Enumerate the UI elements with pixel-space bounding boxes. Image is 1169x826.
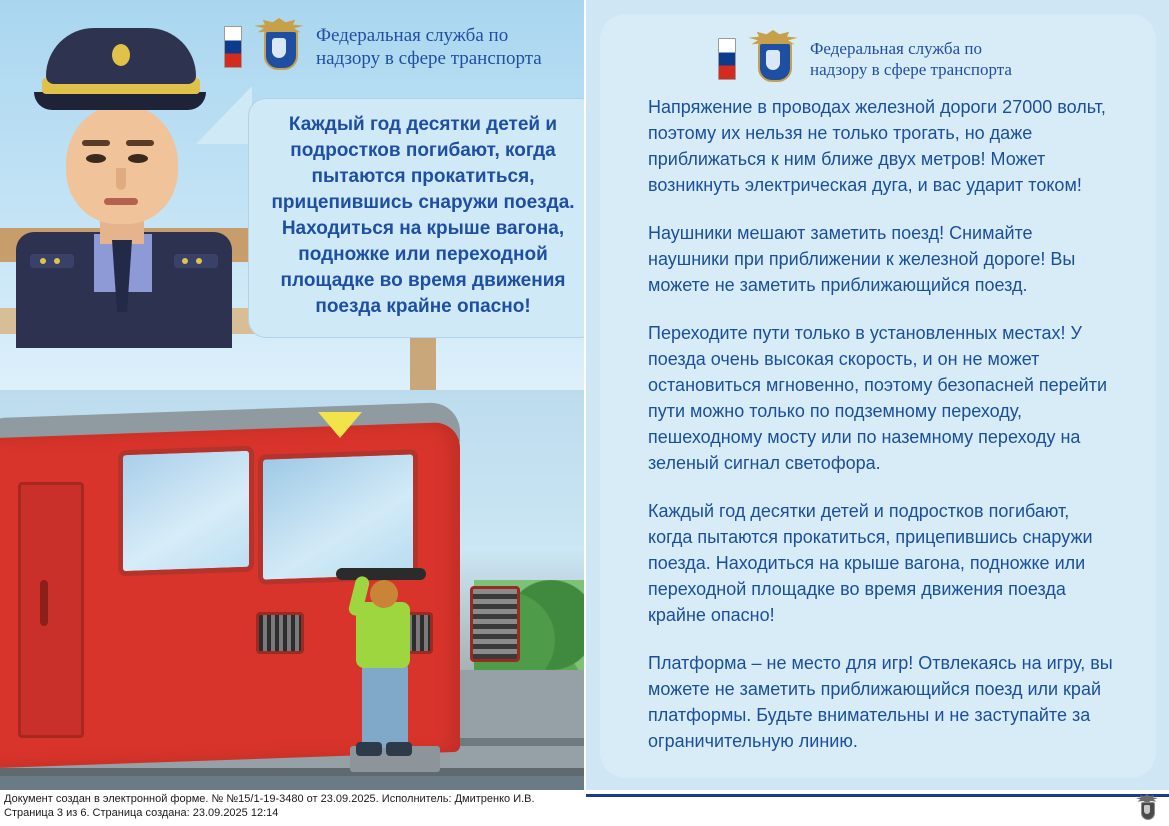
footer-line-2: Страница 3 из 6. Страница создана: 23.09.2025 12:14 bbox=[4, 807, 279, 819]
footer-line-1: Документ создан в электронной форме. № №15/1-19-3480 от 23.09.2025. Исполнитель: Дмитренко И.В. bbox=[4, 793, 535, 805]
document-footer bbox=[0, 790, 1169, 826]
boy-legs bbox=[362, 662, 408, 748]
officer-eyebrow-left bbox=[82, 140, 110, 146]
epaulette-star bbox=[54, 258, 60, 264]
speech-bubble-tail bbox=[196, 86, 252, 144]
officer-nose bbox=[116, 168, 126, 190]
agency-name-line2: надзору в сфере транспорта bbox=[810, 60, 1012, 79]
shield-inner-shape bbox=[1144, 805, 1150, 814]
platform-edge bbox=[0, 776, 584, 790]
locomotive-door bbox=[18, 482, 84, 738]
boy-shoe-left bbox=[356, 742, 382, 756]
agency-name-right bbox=[810, 38, 1012, 80]
epaulette-star bbox=[40, 258, 46, 264]
russian-flag-icon bbox=[718, 38, 736, 80]
officer-illustration bbox=[8, 8, 248, 338]
locomotive-door-handle bbox=[40, 580, 48, 626]
officer-face bbox=[66, 104, 178, 224]
officer-mouth bbox=[104, 198, 138, 205]
safety-paragraph: Платформа – не место для игр! Отвлекаясь на игру, вы можете не заметить приближающийся поезд или край платформы. Будьте внимательны и не заступайте за ограничительную линию. bbox=[648, 653, 1113, 751]
safety-paragraph: Каждый год десятки детей и подростков погибают, когда пытаются прокатиться, прицепившись снаружи поезда. Находиться на крыше вагона, подножке или переходной площадке во время движения поезда крайне опасно! bbox=[648, 501, 1093, 625]
safety-paragraph: Переходите пути только в установленных местах! У поезда очень высокая скорость, и он не может остановиться мгновенно, поэтому безопасней перейти пути можно только по подземному переходу, пешеходному мосту или по наземному переходу на зеленый сигнал светофора. bbox=[648, 323, 1108, 473]
agency-name-line1: Федеральная служба по bbox=[316, 25, 509, 46]
boy-shoe-right bbox=[386, 742, 412, 756]
shield-inner-shape bbox=[272, 38, 286, 58]
boy-head bbox=[370, 580, 398, 608]
officer-eye-right bbox=[128, 154, 148, 163]
speech-bubble-text: Каждый год десятки детей и подростков погибают, когда пытаются прокатиться, прицепившись снаружи поезда. Находиться на крыше вагона, подножке или переходной площадке во время движения поезда крайне опасно! bbox=[271, 114, 575, 317]
safety-paragraph: Наушники мешают заметить поезд! Снимайте наушники при приближении к железной дороге! Вы можете не заметить приближающийся поезд. bbox=[648, 223, 1076, 295]
train-illustration bbox=[0, 390, 584, 790]
agency-name-line2: надзору в сфере транспорта bbox=[316, 48, 542, 69]
locomotive-grill-left bbox=[256, 612, 304, 654]
footer-emblem-icon bbox=[1135, 794, 1159, 822]
locomotive-grab-bar bbox=[336, 568, 426, 580]
cockade-icon bbox=[112, 44, 130, 66]
left-poster-panel bbox=[0, 0, 584, 790]
locomotive-side-grill bbox=[470, 586, 520, 662]
epaulette-star bbox=[182, 258, 188, 264]
officer-eye-left bbox=[86, 154, 106, 163]
shield-inner-shape bbox=[766, 50, 780, 70]
boy-body bbox=[356, 602, 410, 668]
locomotive-window-left bbox=[118, 446, 254, 577]
double-headed-eagle-emblem-icon bbox=[746, 30, 800, 88]
agency-logo-right bbox=[718, 30, 1012, 88]
officer-eyebrow-right bbox=[126, 140, 154, 146]
footer-divider bbox=[586, 794, 1169, 797]
warning-triangle-icon bbox=[318, 412, 362, 438]
agency-name-left bbox=[316, 24, 542, 70]
epaulette-star bbox=[196, 258, 202, 264]
double-headed-eagle-emblem-icon bbox=[252, 18, 306, 76]
agency-logo-left bbox=[224, 18, 542, 76]
speech-bubble bbox=[248, 98, 584, 338]
locomotive-window-right bbox=[258, 449, 418, 585]
russian-flag-icon bbox=[224, 26, 242, 68]
footer-metadata bbox=[4, 792, 535, 820]
agency-name-line1: Федеральная служба по bbox=[810, 39, 982, 58]
safety-rules-text bbox=[648, 94, 1118, 776]
safety-paragraph: Напряжение в проводах железной дороги 27000 вольт, поэтому их нельзя не только трогать, но даже приближаться к ним ближе двух метров! Может возникнуть электрическая дуга, и вас ударит током! bbox=[648, 97, 1106, 195]
right-text-panel bbox=[586, 0, 1169, 790]
officer-epaulette-left bbox=[30, 254, 74, 268]
officer-cap-brim bbox=[34, 92, 206, 110]
